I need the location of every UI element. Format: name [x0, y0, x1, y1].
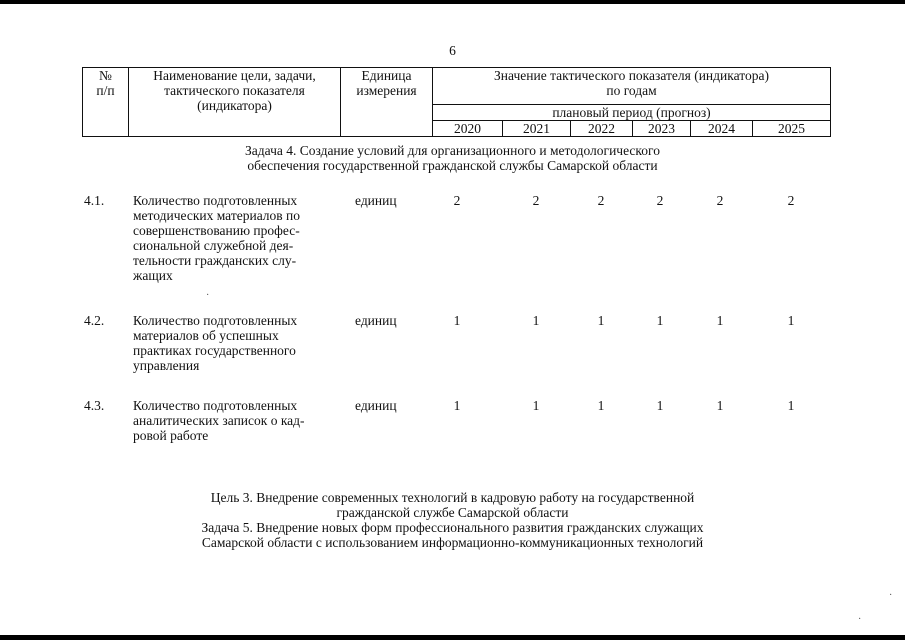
row-value-2023: 2: [656, 193, 664, 208]
scan-speck: ·: [858, 614, 862, 625]
goal-3-section: Цель 3. Внедрение современных технологий в кадровую работу на государственной гражданской службе Самарской области Задача 5. Внедрение новых форм профессионального развития гражданских служащих Самарской области с использованием информационно-коммуникационных технологий: [0, 490, 905, 550]
header-year: 2021: [503, 121, 571, 137]
goal-3-title: Цель 3. Внедрение современных технологий в кадровую работу на государственной: [210, 490, 695, 505]
row-number: 4.2.: [84, 313, 105, 328]
row-value-2025: 1: [787, 398, 795, 413]
header-col-num: № п/п: [83, 68, 129, 137]
row-value-2020: 2: [453, 193, 461, 208]
header-year: 2024: [691, 121, 753, 137]
row-value-2023: 1: [656, 313, 664, 328]
row-number: 4.1.: [84, 193, 105, 208]
page-number: 6: [449, 43, 456, 58]
row-value-2025: 2: [787, 193, 795, 208]
row-number: 4.3.: [84, 398, 105, 413]
table-header: [82, 67, 831, 137]
row-value-2023: 1: [656, 398, 664, 413]
row-value-2021: 1: [532, 398, 540, 413]
task-4-title: Задача 4. Создание условий для организационного и методологического обеспечения государственной гражданской службы Самарской области: [245, 143, 660, 173]
row-value-2020: 1: [453, 313, 461, 328]
header-year: 2025: [753, 121, 831, 137]
header-col-name: Наименование цели, задачи, тактического показателя (индикатора): [129, 68, 341, 137]
row-indicator-name: Количество подготовленных методических материалов по совершенствованию профес- сиональной служебной дея- тельности гражданских слу- жащих: [133, 193, 301, 283]
top-border: [0, 0, 905, 4]
row-value-2025: 1: [787, 313, 795, 328]
task-5-title: Задача 5. Внедрение новых форм профессионального развития гражданских служащих: [201, 520, 704, 535]
row-value-2024: 2: [716, 193, 724, 208]
row-unit: единиц: [355, 193, 397, 208]
row-value-2020: 1: [453, 398, 461, 413]
row-value-2022: 1: [597, 313, 605, 328]
header-col-value: Значение тактического показателя (индикатора) по годам: [433, 68, 831, 105]
row-unit: единиц: [355, 398, 397, 413]
row-indicator-name: Количество подготовленных материалов об успешных практиках государственного управления: [133, 313, 298, 373]
header-col-unit: Единица измерения: [341, 68, 433, 137]
row-value-2024: 1: [716, 313, 724, 328]
scan-speck: ·: [206, 290, 210, 301]
header-year: 2023: [633, 121, 691, 137]
row-value-2022: 2: [597, 193, 605, 208]
row-value-2021: 1: [532, 313, 540, 328]
row-unit: единиц: [355, 313, 397, 328]
scan-speck: ·: [889, 590, 893, 601]
header-planned-period: плановый период (прогноз): [433, 105, 831, 121]
header-year: 2022: [571, 121, 633, 137]
row-value-2021: 2: [532, 193, 540, 208]
bottom-border: [0, 635, 905, 640]
row-indicator-name: Количество подготовленных аналитических записок о кад- ровой работе: [133, 398, 305, 443]
row-value-2022: 1: [597, 398, 605, 413]
row-value-2024: 1: [716, 398, 724, 413]
header-year: 2020: [433, 121, 503, 137]
